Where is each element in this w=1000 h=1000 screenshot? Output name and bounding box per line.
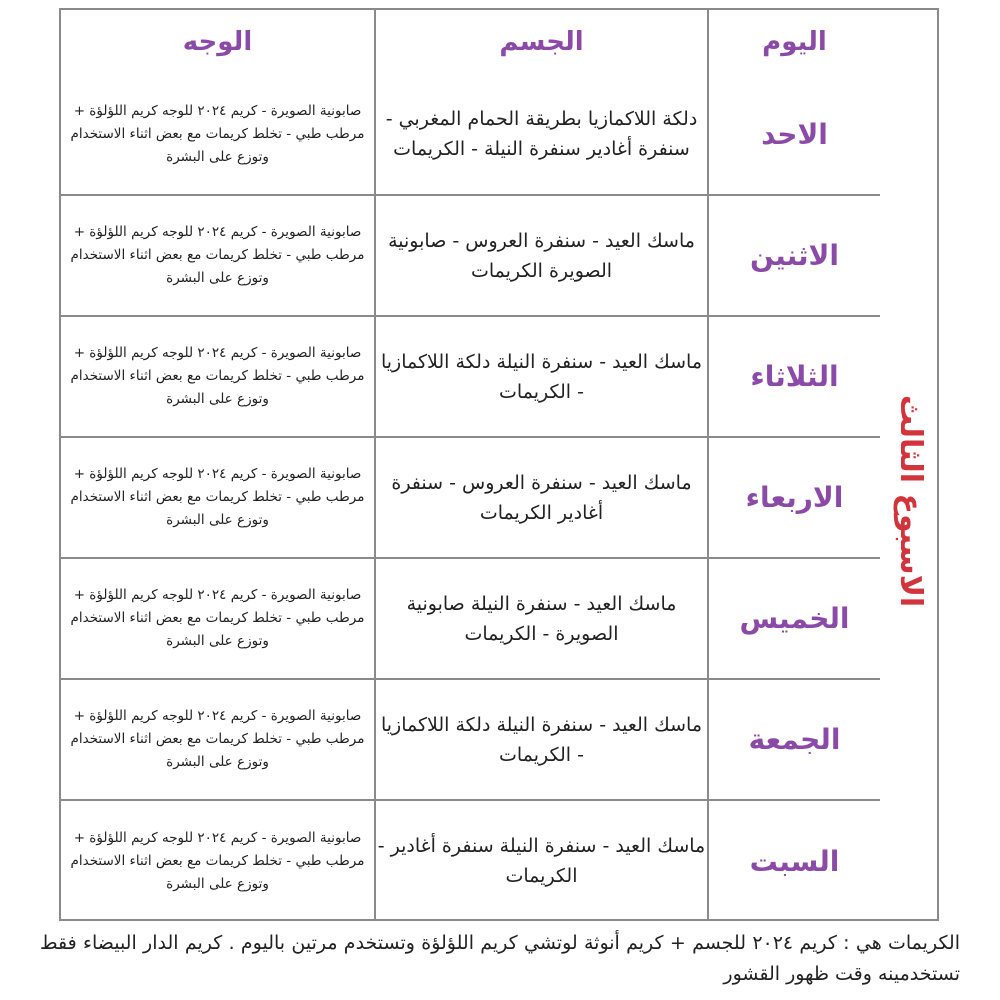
face-routine-cell: صابونية الصويرة - كريم ٢٠٢٤ للوجه كريم اللؤلؤة + مرطب طبي - تخلط كريمات مع بعض اثناء الاستخدام وتوزع على البشرة — [61, 437, 375, 558]
body-routine-cell: ماسك العيد - سنفرة النيلة دلكة اللاكمازيا - الكريمات — [375, 679, 708, 800]
table-row — [61, 195, 880, 316]
day-cell: الاحد — [708, 74, 880, 195]
body-routine-cell: ماسك العيد - سنفرة العروس - صابونية الصويرة الكريمات — [375, 195, 708, 316]
table-row — [61, 316, 880, 437]
table-row — [61, 437, 880, 558]
body-routine-cell: ماسك العيد - سنفرة النيلة سنفرة أغادير - الكريمات — [375, 800, 708, 921]
face-routine-cell: صابونية الصويرة - كريم ٢٠٢٤ للوجه كريم اللؤلؤة + مرطب طبي - تخلط كريمات مع بعض اثناء الاستخدام وتوزع على البشرة — [61, 558, 375, 679]
day-cell: الجمعة — [708, 679, 880, 800]
day-cell: الاربعاء — [708, 437, 880, 558]
weekly-schedule-table — [61, 10, 880, 921]
schedule-frame — [59, 8, 939, 921]
table-row — [61, 558, 880, 679]
header-body: الجسم — [375, 10, 708, 74]
table-row — [61, 679, 880, 800]
header-face: الوجه — [61, 10, 375, 74]
day-cell: الاثنين — [708, 195, 880, 316]
footer-note: الكريمات هي : كريم ٢٠٢٤ للجسم + كريم أنوثة لوتشي كريم اللؤلؤة وتستخدم مرتين باليوم . كريم الدار البيضاء فقط تستخدمينه وقت ظهور القشور — [40, 932, 961, 985]
body-routine-cell: ماسك العيد - سنفرة النيلة صابونية الصويرة - الكريمات — [375, 558, 708, 679]
body-routine-cell: ماسك العيد - سنفرة العروس - سنفرة أغادير الكريمات — [375, 437, 708, 558]
header-row — [61, 10, 880, 74]
day-cell: الخميس — [708, 558, 880, 679]
week-label-column — [882, 82, 939, 921]
week-label: الاسبوع الثالث — [893, 395, 928, 608]
header-day: اليوم — [708, 10, 880, 74]
face-routine-cell: صابونية الصويرة - كريم ٢٠٢٤ للوجه كريم اللؤلؤة + مرطب طبي - تخلط كريمات مع بعض اثناء الاستخدام وتوزع على البشرة — [61, 74, 375, 195]
face-routine-cell: صابونية الصويرة - كريم ٢٠٢٤ للوجه كريم اللؤلؤة + مرطب طبي - تخلط كريمات مع بعض اثناء الاستخدام وتوزع على البشرة — [61, 195, 375, 316]
body-routine-cell: دلكة اللاكمازيا بطريقة الحمام المغربي - سنفرة أغادير سنفرة النيلة - الكريمات — [375, 74, 708, 195]
face-routine-cell: صابونية الصويرة - كريم ٢٠٢٤ للوجه كريم اللؤلؤة + مرطب طبي - تخلط كريمات مع بعض اثناء الاستخدام وتوزع على البشرة — [61, 316, 375, 437]
day-cell: الثلاثاء — [708, 316, 880, 437]
body-routine-cell: ماسك العيد - سنفرة النيلة دلكة اللاكمازيا - الكريمات — [375, 316, 708, 437]
table-row — [61, 74, 880, 195]
table-row — [61, 800, 880, 921]
day-cell: السبت — [708, 800, 880, 921]
face-routine-cell: صابونية الصويرة - كريم ٢٠٢٤ للوجه كريم اللؤلؤة + مرطب طبي - تخلط كريمات مع بعض اثناء الاستخدام وتوزع على البشرة — [61, 800, 375, 921]
face-routine-cell: صابونية الصويرة - كريم ٢٠٢٤ للوجه كريم اللؤلؤة + مرطب طبي - تخلط كريمات مع بعض اثناء الاستخدام وتوزع على البشرة — [61, 679, 375, 800]
